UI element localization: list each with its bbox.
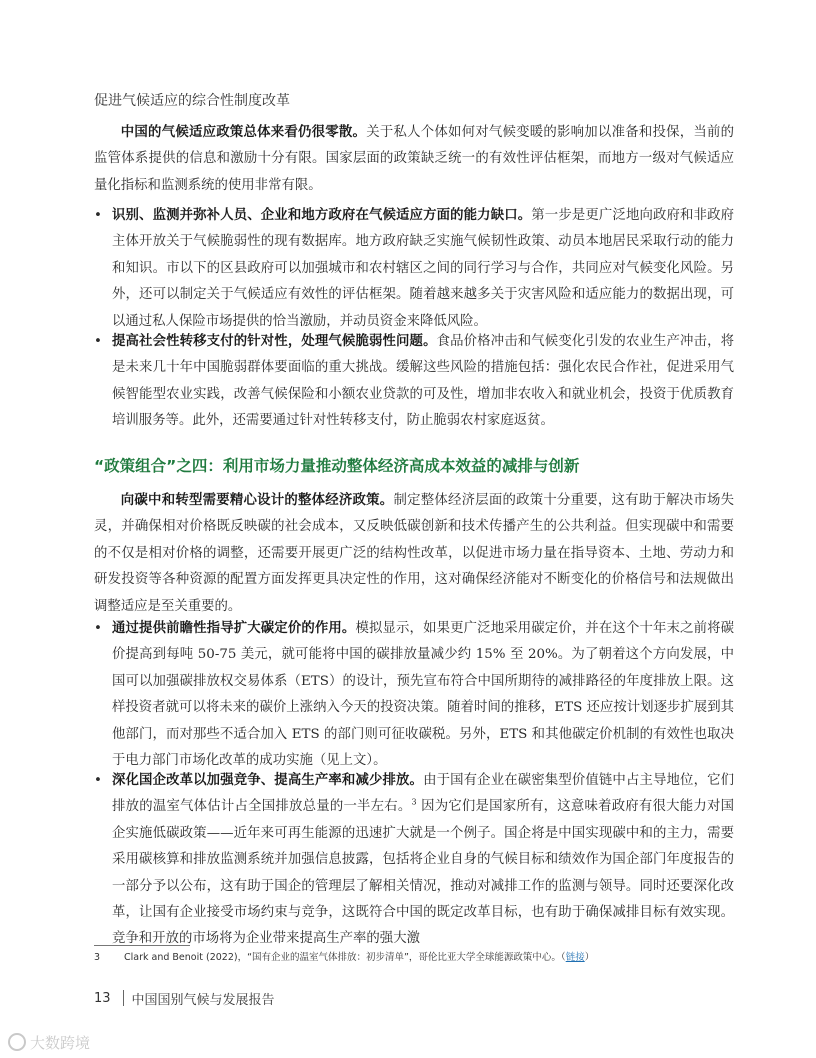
footnote-divider (94, 945, 190, 946)
subheading: 促进气候适应的综合性制度改革 (94, 93, 290, 109)
footnote-reference[interactable]: 3 (411, 797, 417, 807)
footer-separator (123, 990, 124, 1006)
bullet-bold: 通过提供前瞻性指导扩大碳定价的作用。 (112, 621, 356, 636)
watermark (8, 1031, 90, 1053)
watermark-text: 大数跨境 (30, 1033, 91, 1052)
footnote-close: ） (584, 952, 595, 963)
section-intro-paragraph (94, 488, 734, 620)
footer-title: 中国国别气候与发展报告 (131, 992, 275, 1008)
footnote-text: Clark and Benoit (2022)，“国有企业的温室气体排放：初步清单”，哥伦比亚大学全球能源政策中心。（ (124, 952, 566, 963)
footnote-link[interactable]: 链接 (565, 952, 585, 963)
bullet-dot-icon: • (94, 334, 102, 349)
bullet-social-transfers (94, 329, 735, 435)
bullet-text: 食品价格冲击和气候变化引发的农业生产冲击，将是未来几十年中国脆弱群体要面临的重大挑战。缓解这些风险的措施包括：强化农民合作社，促进采用气候智能型农业实践，改善气候保险和小额农业贷款的可及性，增加非农收入和就业机会，投资于优质教育培训服务等。此外，还需要通过针对性转移支付，防止脆弱农村家庭返贫。 (112, 334, 735, 429)
bullet-text: 第一步是更广泛地向政府和非政府主体开放关于气候脆弱性的现有数据库。地方政府缺乏实施气候韧性政策、动员本地居民采取行动的能力和知识。市以下的区县政府可以加强城市和农村辖区之间的同行学习与合作，共同应对气候变化风险。另外，还可以制定关于气候适应有效性的评估框架。随着越来越多关于灾害风险和适应能力的数据出现，可以通过私人保险市场提供的恰当激励，并动员资金来降低风险。 (112, 208, 735, 329)
bullet-bold: 深化国企改革以加强竞争、提高生产率和减少排放。 (112, 773, 424, 788)
section-title: “政策组合”之四：利用市场力量推动整体经济高成本效益的减排与创新 (94, 457, 580, 475)
bullet-carbon-pricing (94, 616, 735, 774)
intro-paragraph (94, 120, 734, 199)
intro-bold: 中国的气候适应政策总体来看仍很零散。 (120, 125, 367, 140)
footnote-number: 3 (94, 952, 101, 963)
bullet-capacity-gap (94, 203, 735, 335)
bullet-text-before: 由于国有企业在碳密集型价值链中占主导地位，它们排放的温室气体估计占全国排放总量的一半左右。 (112, 773, 735, 815)
bullet-dot-icon: • (94, 621, 102, 636)
page-number: 13 (94, 990, 111, 1006)
watermark-logo-icon (8, 1033, 26, 1051)
section-intro-bold: 向碳中和转型需要精心设计的整体经济政策。 (120, 493, 394, 508)
bullet-text: 模拟显示，如果更广泛地采用碳定价，并在这个十年末之前将碳价提高到每吨 50-75 美元，就可能将中国的碳排放量减少约 15% 至 20%。为了朝着这个方向发展，中国可以加强碳排放权交易体系（ETS）的设计，预先宣布符合中国所期待的减排路径的年度排放上限。这样投资者就可以将未来的碳价上涨纳入今天的投资决策。随着时间的推移，ETS 还应按计划逐步扩展到其他部门，而对那些不适合加入 ETS 的部门则可征收碳税。另外，ETS 和其他碳定价机制的有效性也取决于电力部门市场化改革的成功实施（见上文）。 (112, 621, 735, 769)
section-intro-text: 制定整体经济层面的政策十分重要，这有助于解决市场失灵，并确保相对价格既反映碳的社会成本，又反映低碳创新和技术传播产生的公共利益。但实现碳中和需要的不仅是相对价格的调整，还需要开展更广泛的结构性改革，以促进市场力量在指导资本、土地、劳动力和研发投资等各种资源的配置方面发挥更具决定性的作用，这对确保经济能对不断变化的价格信号和法规做出调整适应是至关重要的。 (94, 493, 734, 614)
bullet-text-after: 因为它们是国家所有，这意味着政府有很大能力对国企实施低碳政策——近年来可再生能源的迅速扩大就是一个例子。国企将是中国实现碳中和的主力，需要采用碳核算和排放监测系统并加强信息披露，包括将企业自身的气候目标和绩效作为国企部门年度报告的一部分予以公布，这有助于国企的管理层了解相关情况，推动对减排工作的监测与领导。同时还要深化改革，让国有企业接受市场约束与竞争，这既符合中国的既定改革目标，也有助于确保减排目标有效实现。竞争和开放的市场将为企业带来提高生产率的强大激 (112, 799, 734, 947)
footnote (94, 950, 734, 966)
bullet-bold: 识别、监测并弥补人员、企业和地方政府在气候适应方面的能力缺口。 (112, 208, 532, 223)
page-footer (94, 988, 275, 1008)
bullet-bold: 提高社会性转移支付的针对性，处理气候脆弱性问题。 (112, 334, 437, 349)
bullet-dot-icon: • (94, 773, 102, 788)
bullet-dot-icon: • (94, 208, 102, 223)
intro-text: 关于私人个体如何对气候变暖的影响加以准备和投保，当前的监管体系提供的信息和激励十分有限。国家层面的政策缺乏统一的有效性评估框架，而地方一级对气候适应量化指标和监测系统的使用非常有限。 (94, 125, 735, 193)
bullet-soe-reform (94, 768, 735, 953)
